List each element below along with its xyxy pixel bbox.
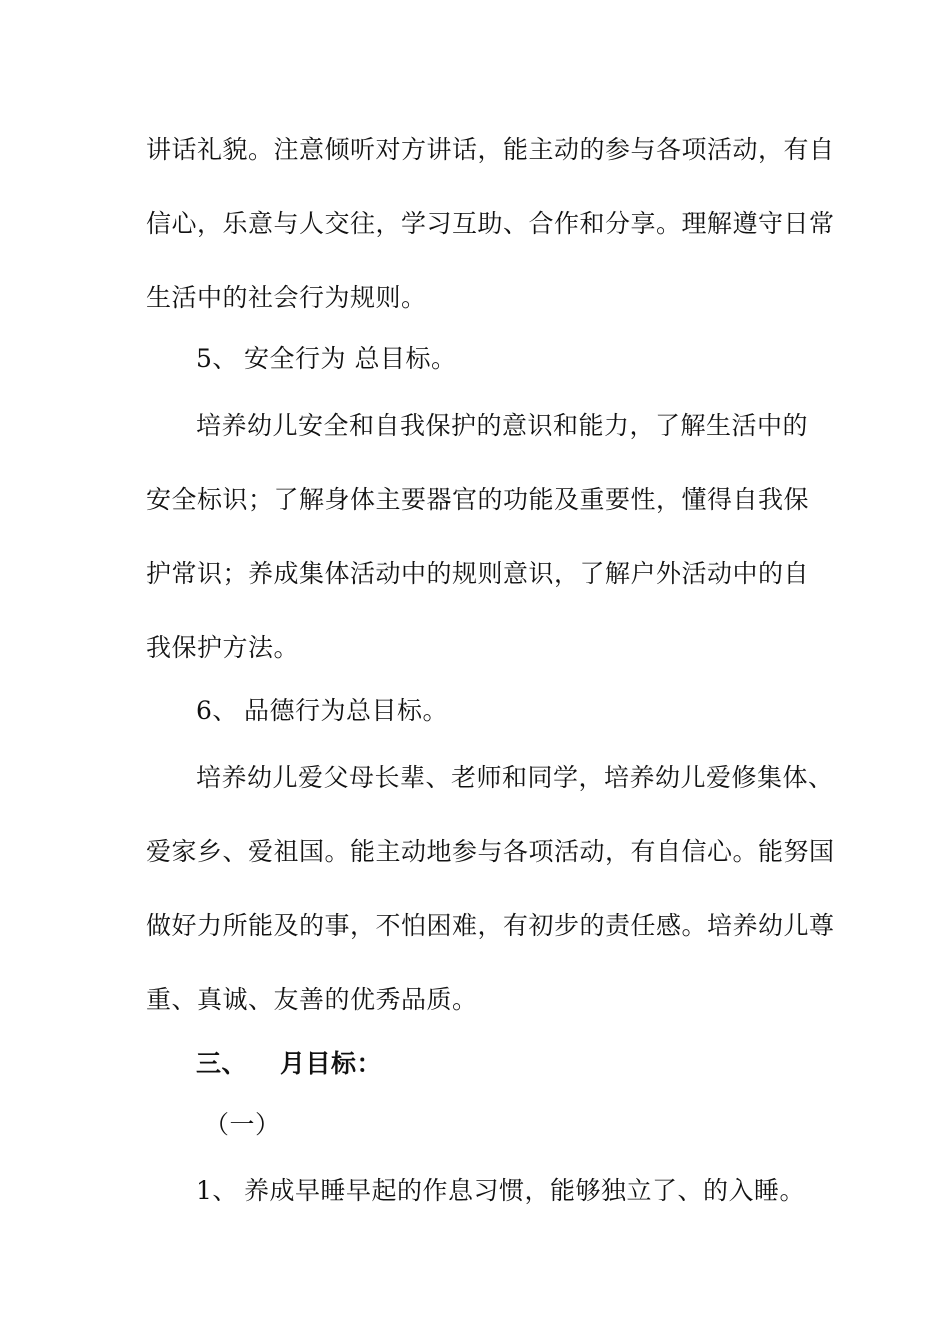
paragraph-line: 培养幼儿爱父母长辈、老师和同学，培养幼儿爱修集体、: [196, 763, 834, 792]
list-item-6: [196, 695, 866, 727]
list-number: 6、: [196, 696, 238, 725]
section-number: 三、: [196, 1049, 248, 1078]
paragraph-line: 安全标识；了解身体主要器官的功能及重要性，懂得自我保: [146, 485, 810, 514]
list-number: 5、: [196, 344, 238, 373]
section-heading: [196, 1048, 866, 1080]
paragraph-line: 我保护方法。: [146, 633, 300, 662]
paragraph-line: 生活中的社会行为规则。: [146, 283, 427, 312]
paragraph-line: 爱家乡、爱祖国。能主动地参与各项活动，有自信心。能努国: [146, 837, 835, 866]
paragraph-line: 讲话礼貌。注意倾听对方讲话，能主动的参与各项活动，有自: [146, 135, 835, 164]
sub-heading: （一）: [204, 1110, 281, 1139]
paragraph-line: 护常识；养成集体活动中的规则意识，了解户外活动中的自: [146, 559, 810, 588]
paragraph-line: 培养幼儿安全和自我保护的意识和能力，了解生活中的: [196, 411, 809, 440]
paragraph-line: 做好力所能及的事，不怕困难，有初步的责任感。培养幼儿尊: [146, 911, 835, 940]
list-text: 品德行为总目标。: [244, 696, 449, 725]
list-number: 1、: [196, 1176, 238, 1205]
list-text: 安全行为 总目标。: [244, 344, 457, 373]
section-title: 月目标：: [280, 1049, 383, 1078]
list-item-1: [196, 1175, 866, 1207]
list-item-5: [196, 343, 866, 375]
list-text: 养成早睡早起的作息习惯，能够独立了、的入睡。: [244, 1176, 806, 1205]
paragraph-line: 信心，乐意与人交往，学习互助、合作和分享。理解遵守日常: [146, 209, 835, 238]
paragraph-line: 重、真诚、友善的优秀品质。: [146, 985, 478, 1014]
